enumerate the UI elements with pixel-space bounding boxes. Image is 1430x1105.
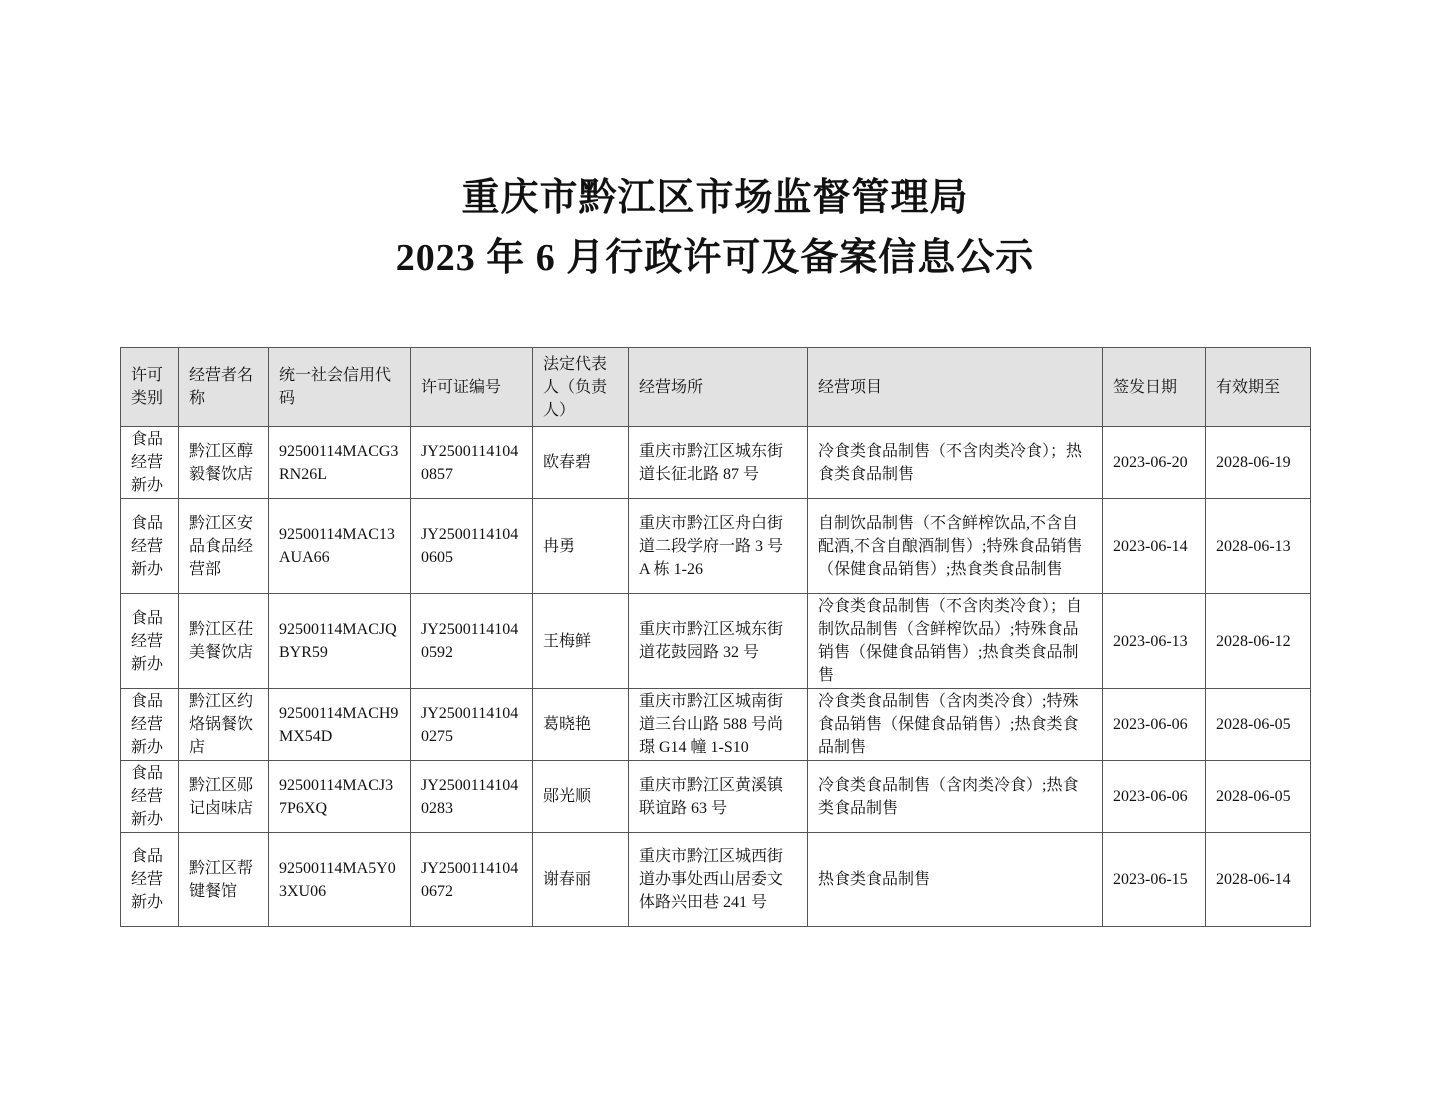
cell-issue-date: 2023-06-06 — [1103, 689, 1206, 761]
cell-credit-code: 92500114MACH9MX54D — [269, 689, 411, 761]
cell-category: 食品经营新办 — [121, 594, 179, 689]
header-credit-code: 统一社会信用代码 — [269, 348, 411, 427]
cell-valid-until: 2028-06-19 — [1206, 427, 1311, 499]
cell-legal-rep: 葛晓艳 — [533, 689, 629, 761]
cell-license-no: JY25001141040857 — [411, 427, 533, 499]
table-row — [121, 689, 1311, 761]
cell-legal-rep: 欧春碧 — [533, 427, 629, 499]
cell-scope: 冷食类食品制售（不含肉类冷食）；自制饮品制售（含鲜榨饮品）;特殊食品销售（保健食品销售）;热食类食品制售 — [808, 594, 1103, 689]
header-legal-rep: 法定代表人（负责人） — [533, 348, 629, 427]
cell-valid-until: 2028-06-05 — [1206, 761, 1311, 833]
cell-license-no: JY25001141040592 — [411, 594, 533, 689]
cell-credit-code: 92500114MACG3RN26L — [269, 427, 411, 499]
header-name: 经营者名称 — [179, 348, 269, 427]
table-row — [121, 833, 1311, 927]
cell-credit-code: 92500114MA5Y03XU06 — [269, 833, 411, 927]
cell-license-no: JY25001141040283 — [411, 761, 533, 833]
cell-category: 食品经营新办 — [121, 427, 179, 499]
cell-legal-rep: 冉勇 — [533, 499, 629, 594]
cell-address: 重庆市黔江区城南街道三台山路 588 号尚璟 G14 幢 1-S10 — [629, 689, 808, 761]
header-category: 许可类别 — [121, 348, 179, 427]
cell-credit-code: 92500114MAC13AUA66 — [269, 499, 411, 594]
cell-address: 重庆市黔江区黄溪镇联谊路 63 号 — [629, 761, 808, 833]
cell-name: 黔江区郧记卤味店 — [179, 761, 269, 833]
cell-license-no: JY25001141040605 — [411, 499, 533, 594]
header-address: 经营场所 — [629, 348, 808, 427]
cell-valid-until: 2028-06-14 — [1206, 833, 1311, 927]
cell-legal-rep: 郧光顺 — [533, 761, 629, 833]
cell-valid-until: 2028-06-05 — [1206, 689, 1311, 761]
cell-name: 黔江区约烙锅餐饮店 — [179, 689, 269, 761]
cell-scope: 冷食类食品制售（不含肉类冷食）；热食类食品制售 — [808, 427, 1103, 499]
table-row — [121, 499, 1311, 594]
table-header-row — [121, 348, 1311, 427]
cell-category: 食品经营新办 — [121, 499, 179, 594]
header-issue-date: 签发日期 — [1103, 348, 1206, 427]
cell-name: 黔江区茌美餐饮店 — [179, 594, 269, 689]
cell-license-no: JY25001141040275 — [411, 689, 533, 761]
cell-valid-until: 2028-06-13 — [1206, 499, 1311, 594]
table-row — [121, 594, 1311, 689]
cell-credit-code: 92500114MACJQBYR59 — [269, 594, 411, 689]
cell-issue-date: 2023-06-14 — [1103, 499, 1206, 594]
cell-category: 食品经营新办 — [121, 689, 179, 761]
cell-address: 重庆市黔江区城东街道花鼓园路 32 号 — [629, 594, 808, 689]
license-table — [120, 347, 1311, 927]
table-row — [121, 761, 1311, 833]
cell-category: 食品经营新办 — [121, 833, 179, 927]
cell-legal-rep: 谢春丽 — [533, 833, 629, 927]
cell-name: 黔江区醇毅餐饮店 — [179, 427, 269, 499]
cell-issue-date: 2023-06-20 — [1103, 427, 1206, 499]
cell-license-no: JY25001141040672 — [411, 833, 533, 927]
document-title: 重庆市黔江区市场监督管理局 — [461, 177, 969, 219]
header-license-no: 许可证编号 — [411, 348, 533, 427]
cell-scope: 自制饮品制售（不含鲜榨饮品,不含自配酒,不含自酿酒制售）;特殊食品销售（保健食品销售）;热食类食品制售 — [808, 499, 1103, 594]
cell-address: 重庆市黔江区城西街道办事处西山居委文体路兴田巷 241 号 — [629, 833, 808, 927]
cell-legal-rep: 王梅鲜 — [533, 594, 629, 689]
document-subtitle: 2023 年 6 月行政许可及备案信息公示 — [395, 237, 1035, 279]
cell-scope: 冷食类食品制售（含肉类冷食）;热食类食品制售 — [808, 761, 1103, 833]
cell-credit-code: 92500114MACJ37P6XQ — [269, 761, 411, 833]
cell-scope: 冷食类食品制售（含肉类冷食）;特殊食品销售（保健食品销售）;热食类食品制售 — [808, 689, 1103, 761]
header-valid-until: 有效期至 — [1206, 348, 1311, 427]
cell-valid-until: 2028-06-12 — [1206, 594, 1311, 689]
cell-name: 黔江区安品食品经营部 — [179, 499, 269, 594]
cell-issue-date: 2023-06-06 — [1103, 761, 1206, 833]
cell-issue-date: 2023-06-13 — [1103, 594, 1206, 689]
header-scope: 经营项目 — [808, 348, 1103, 427]
cell-scope: 热食类食品制售 — [808, 833, 1103, 927]
cell-issue-date: 2023-06-15 — [1103, 833, 1206, 927]
cell-name: 黔江区帮键餐馆 — [179, 833, 269, 927]
table-row — [121, 427, 1311, 499]
cell-address: 重庆市黔江区舟白街道二段学府一路 3 号 A 栋 1-26 — [629, 499, 808, 594]
cell-address: 重庆市黔江区城东街道长征北路 87 号 — [629, 427, 808, 499]
cell-category: 食品经营新办 — [121, 761, 179, 833]
